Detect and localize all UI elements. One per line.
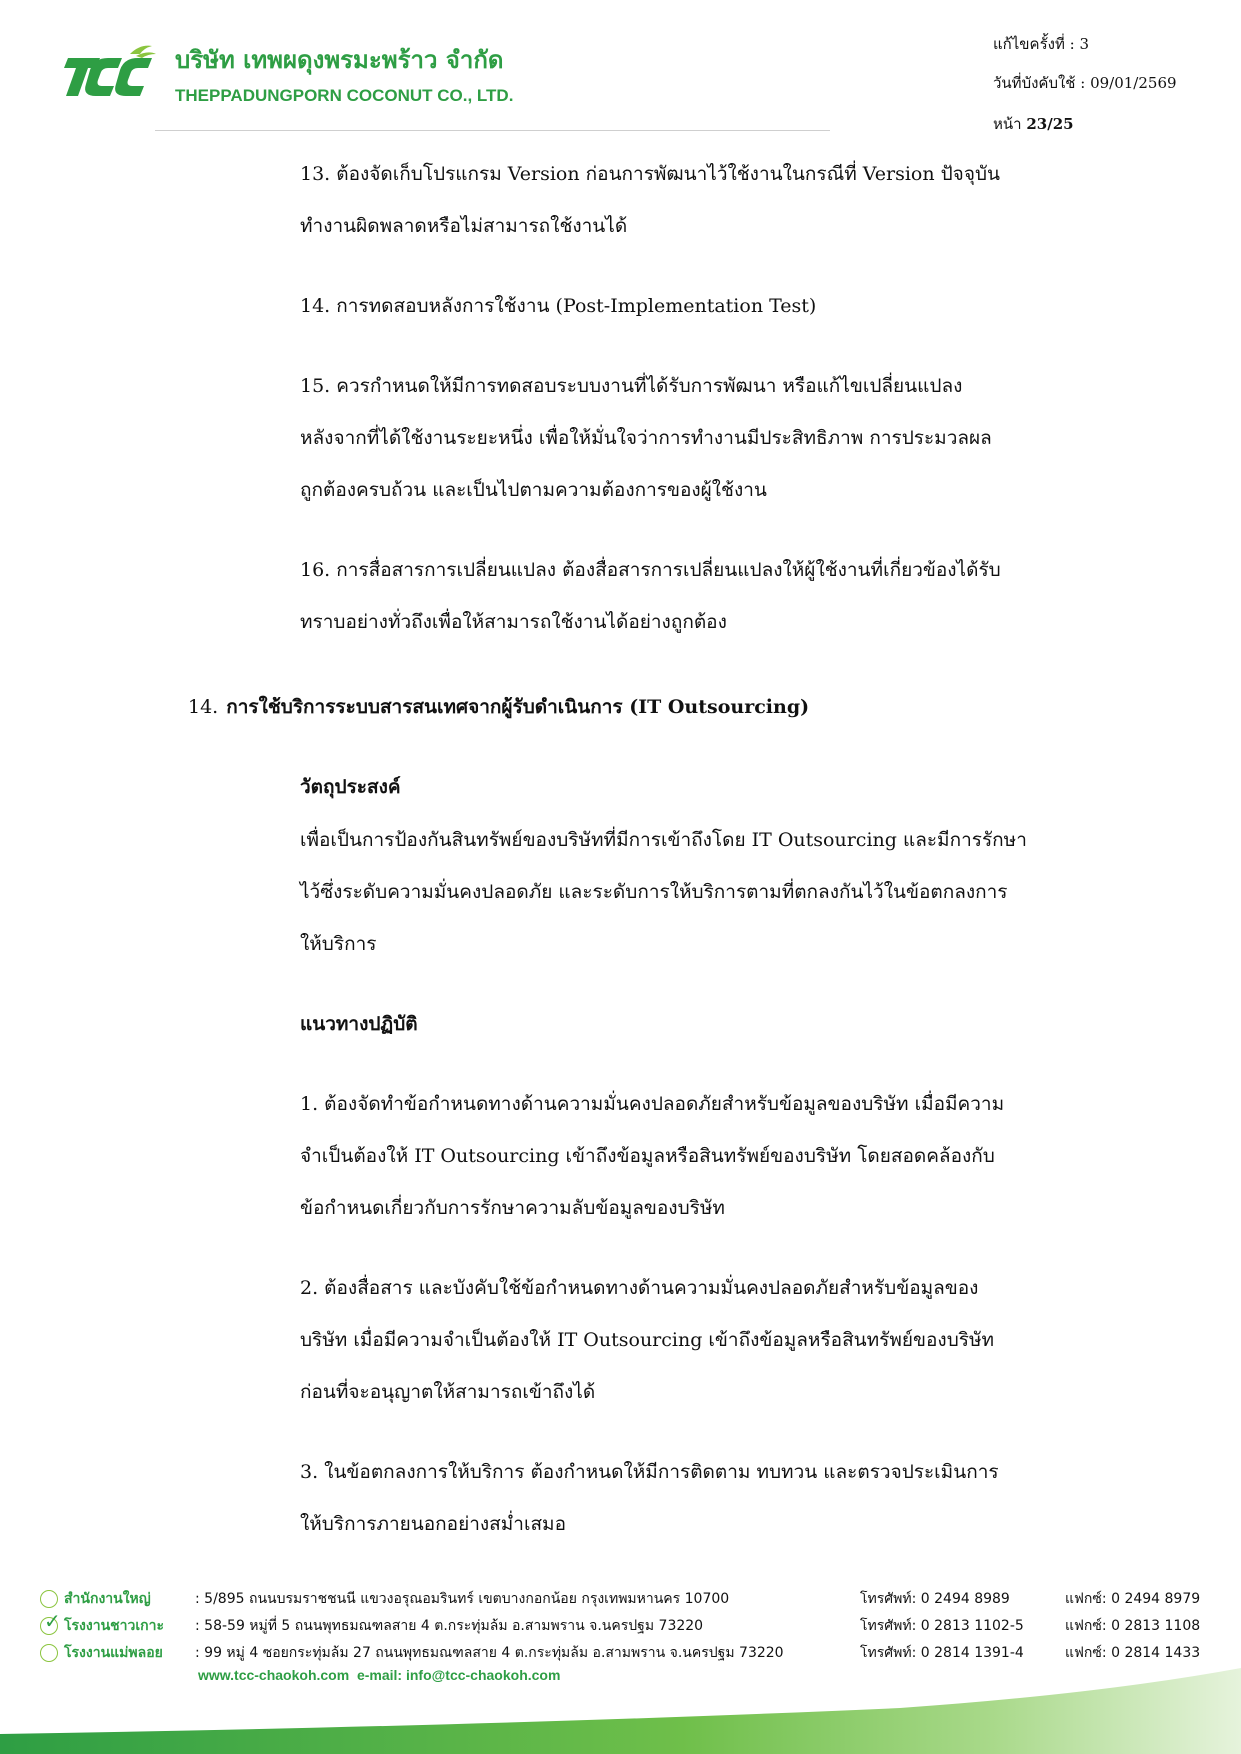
- text-line: ข้อกำหนดเกี่ยวกับการรักษาความลับข้อมูลของบริษัท: [300, 1197, 725, 1219]
- item-15: [300, 360, 1100, 516]
- footer-office-chaokoh: [40, 1609, 165, 1637]
- item-16: [300, 544, 1100, 648]
- text-line: ไว้ซึ่งระดับความมั่นคงปลอดภัย และระดับการให้บริการตามที่ตกลงกันไว้ในข้อตกลงการ: [300, 881, 1008, 903]
- effective-date-label: วันที่บังคับใช้ :: [993, 74, 1086, 92]
- objective-heading: วัตถุประสงค์: [300, 776, 401, 798]
- office-fax: แฟกซ์: 0 2814 1433: [1065, 1645, 1201, 1661]
- website-link[interactable]: www.tcc-chaokoh.com: [198, 1667, 350, 1683]
- company-name-en: THEPPADUNGPORN COCONUT CO., LTD.: [175, 86, 514, 105]
- office-address: : 58-59 หมู่ที่ 5 ถนนพุทธมณฑลสาย 4 ต.กระทุ่มล้ม อ.สามพราน จ.นครปฐม 73220: [195, 1618, 704, 1634]
- radio-circle-icon: [40, 1644, 58, 1662]
- text-line: ก่อนที่จะอนุญาตให้สามารถเข้าถึงได้: [300, 1381, 596, 1403]
- guideline-1: [300, 1078, 1100, 1234]
- text-line: ถูกต้องครบถ้วน และเป็นไปตามความต้องการของผู้ใช้งาน: [300, 479, 767, 501]
- office-name: โรงงานชาวเกาะ: [64, 1618, 165, 1634]
- text-line: ทำงานผิดพลาดหรือไม่สามารถใช้งานได้: [300, 215, 628, 237]
- revision-label: แก้ไขครั้งที่ :: [993, 35, 1075, 53]
- item-13: [300, 148, 1100, 252]
- effective-date-info: [993, 71, 1177, 95]
- office-tel: โทรศัพท์: 0 2494 8989: [860, 1591, 1010, 1607]
- text-line: บริษัท เมื่อมีความจำเป็นต้องให้ IT Outsourcing เข้าถึงข้อมูลหรือสินทรัพย์ของบริษัท: [300, 1329, 995, 1351]
- text-line: ทราบอย่างทั่วถึงเพื่อให้สามารถใช้งานได้อย่างถูกต้อง: [300, 611, 727, 633]
- text-line: เพื่อเป็นการป้องกันสินทรัพย์ของบริษัทที่มีการเข้าถึงโดย IT Outsourcing และมีการรักษา: [300, 829, 1027, 851]
- office-tel: โทรศัพท์: 0 2813 1102-5: [860, 1618, 1024, 1634]
- footer-office-maeploy: [40, 1642, 163, 1664]
- effective-date-value: 09/01/2569: [1090, 74, 1177, 92]
- text-line: ให้บริการ: [300, 933, 377, 955]
- office-address: : 5/895 ถนนบรมราชชนนี แขวงอรุณอมรินทร์ เขตบางกอกน้อย กรุงเทพมหานคร 10700: [195, 1591, 730, 1607]
- text-line: หลังจากที่ได้ใช้งานระยะหนึ่ง เพื่อให้มั่นใจว่าการทำงานมีประสิทธิภาพ การประมวลผล: [300, 427, 992, 449]
- header-divider: [155, 130, 830, 131]
- office-name: สำนักงานใหญ่: [64, 1591, 151, 1607]
- section-number: 14.: [188, 696, 219, 718]
- company-logo: [60, 44, 156, 104]
- office-name: โรงงานแม่พลอย: [64, 1645, 163, 1661]
- radio-circle-checked-icon: [40, 1609, 61, 1635]
- guideline-heading: แนวทางปฏิบัติ: [300, 1013, 418, 1035]
- item-14: [300, 280, 1100, 332]
- company-name-th: บริษัท เทพผดุงพรมะพร้าว จำกัด: [175, 46, 504, 74]
- guideline-2: [300, 1262, 1100, 1418]
- radio-circle-icon: [40, 1590, 58, 1608]
- revision-info: [993, 32, 1089, 56]
- office-tel: โทรศัพท์: 0 2814 1391-4: [860, 1645, 1024, 1661]
- text-line: ให้บริการภายนอกอย่างสม่ำเสมอ: [300, 1513, 566, 1535]
- text-line: จำเป็นต้องให้ IT Outsourcing เข้าถึงข้อมูลหรือสินทรัพย์ของบริษัท โดยสอดคล้องกับ: [300, 1145, 995, 1167]
- office-fax: แฟกซ์: 0 2813 1108: [1065, 1618, 1201, 1634]
- office-address: : 99 หมู่ 4 ซอยกระทุ่มล้ม 27 ถนนพุทธมณฑลสาย 4 ต.กระทุ่มล้ม อ.สามพราน จ.นครปฐม 73220: [195, 1645, 784, 1661]
- text-line: 2. ต้องสื่อสาร และบังคับใช้ข้อกำหนดทางด้านความมั่นคงปลอดภัยสำหรับข้อมูลของ: [300, 1277, 979, 1299]
- page-number-info: [993, 112, 1074, 136]
- checkmark-icon: ✓: [44, 1609, 61, 1633]
- text-line: 16. การสื่อสารการเปลี่ยนแปลง ต้องสื่อสารการเปลี่ยนแปลงให้ผู้ใช้งานที่เกี่ยวข้องได้รับ: [300, 559, 1001, 581]
- text-line: 15. ควรกำหนดให้มีการทดสอบระบบงานที่ได้รับการพัฒนา หรือแก้ไขเปลี่ยนแปลง: [300, 375, 963, 397]
- section-14-heading: [188, 692, 809, 722]
- guideline-3: [300, 1446, 1100, 1550]
- text-line: 3. ในข้อตกลงการให้บริการ ต้องกำหนดให้มีการติดตาม ทบทวน และตรวจประเมินการ: [300, 1461, 999, 1483]
- text-line: 13. ต้องจัดเก็บโปรแกรม Version ก่อนการพัฒนาไว้ใช้งานในกรณีที่ Version ปัจจุบัน: [300, 163, 1000, 185]
- objective-text: [300, 814, 1100, 970]
- office-fax: แฟกซ์: 0 2494 8979: [1065, 1591, 1201, 1607]
- page-label: หน้า: [993, 115, 1022, 133]
- footer-office-headoffice: [40, 1588, 151, 1610]
- section-title: การใช้บริการระบบสารสนเทศจากผู้รับดำเนินการ (IT Outsourcing): [226, 696, 810, 718]
- text-line: 1. ต้องจัดทำข้อกำหนดทางด้านความมั่นคงปลอดภัยสำหรับข้อมูลของบริษัท เมื่อมีความ: [300, 1093, 1005, 1115]
- email-link[interactable]: e-mail: info@tcc-chaokoh.com: [356, 1667, 561, 1683]
- text-line: 14. การทดสอบหลังการใช้งาน (Post-Implementation Test): [300, 295, 817, 317]
- revision-value: 3: [1079, 35, 1090, 53]
- footer-green-swoosh: [0, 1668, 1241, 1754]
- page-value: 23/25: [1026, 115, 1074, 133]
